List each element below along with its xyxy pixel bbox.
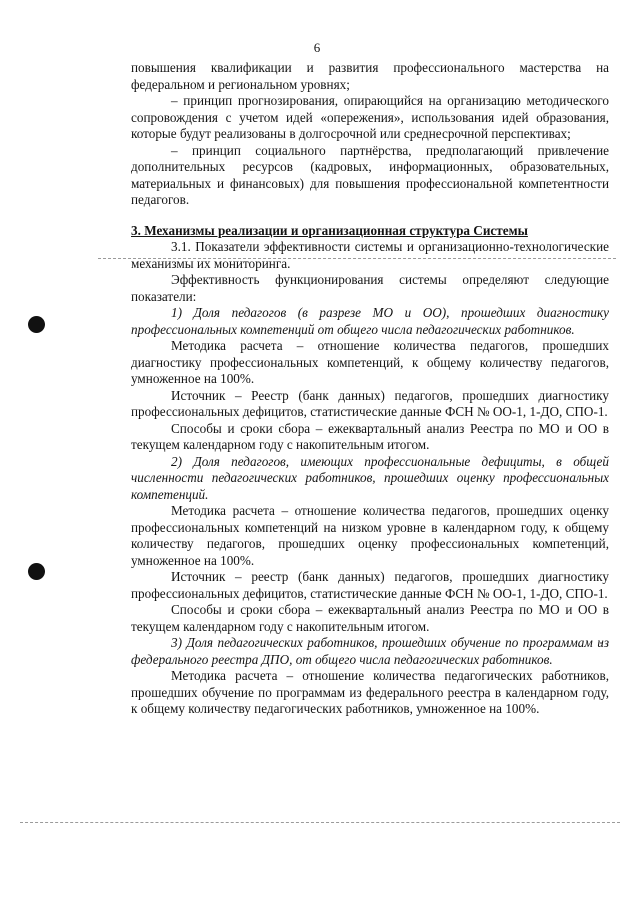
paragraph: Эффективность функционирования системы определяют следующие показатели: [131,272,609,304]
paragraph: повышения квалификации и развития профессионального мастерства на федеральном и региональном уровнях; [131,60,609,92]
indicator-collection: Способы и сроки сбора – ежеквартальный анализ Реестра по МО и ОО в текущем календарном году с накопительным итогом. [131,420,609,452]
punch-hole [28,316,45,333]
document-body [131,60,609,718]
paragraph: – принцип социального партнёрства, предполагающий привлечение дополнительных ресурсов (кадровых, информационных, образовательных, материальных и финансовых) для повышения профессиональной компетентности педагогов. [131,142,609,207]
section-heading: 3. Механизмы реализации и организационная структура Системы [131,222,528,238]
indicator-title: 2) Доля педагогов, имеющих профессиональные дефициты, в общей численности педагогических работников, прошедших оценку профессиональных компетенций. [131,453,609,502]
indicator-title: 3) Доля педагогических работников, прошедших обучение по программам из федерального реестра ДПО, от общего числа педагогических работников. [131,635,609,667]
paragraph: – принцип прогнозирования, опирающийся на организацию методического сопровождения с учетом идей «опережения», использования идей образования, которые будут реализованы в долгосрочной или среднесрочной перспективах; [131,93,609,141]
indicator-collection: Способы и сроки сбора – ежеквартальный анализ Реестра по МО и ОО в текущем календарном году с накопительным итогом. [131,602,609,634]
indicator-source: Источник – Реестр (банк данных) педагогов, прошедших диагностику профессиональных дефицитов, статистические данные ФСН № ОО-1, 1-ДО, СПО-1. [131,387,609,419]
subsection-title: 3.1. Показатели эффективности системы и организационно-технологические механизмы их мониторинга. [131,239,609,271]
indicator-method: Методика расчета – отношение количества педагогических работников, прошедших обучение по программам из федерального реестра в календарном году, к общему количеству педагогических работников, умноженное на 100%. [131,668,609,716]
indicator-method: Методика расчета – отношение количества педагогов, прошедших диагностику профессиональных компетенций, к общему количеству педагогов, умноженное на 100%. [131,338,609,386]
indicator-source: Источник – реестр (банк данных) педагогов, прошедших диагностику профессиональных дефицитов, статистические данные ФСН № ОО-1, 1-ДО, СПО-1. [131,569,609,601]
page-number: 6 [313,40,321,55]
punch-hole [28,563,45,580]
scan-line [20,822,620,823]
indicator-method: Методика расчета – отношение количества педагогов, прошедших оценку профессиональных компетенций на низком уровне в календарном году, к общему количеству педагогов, прошедших оценку профессиональных компетенций, умноженное на 100%. [131,503,609,568]
spacer [131,209,609,223]
indicator-title: 1) Доля педагогов (в разрезе МО и ОО), прошедших диагностику профессиональных компетенций от общего числа педагогических работников. [131,305,609,337]
